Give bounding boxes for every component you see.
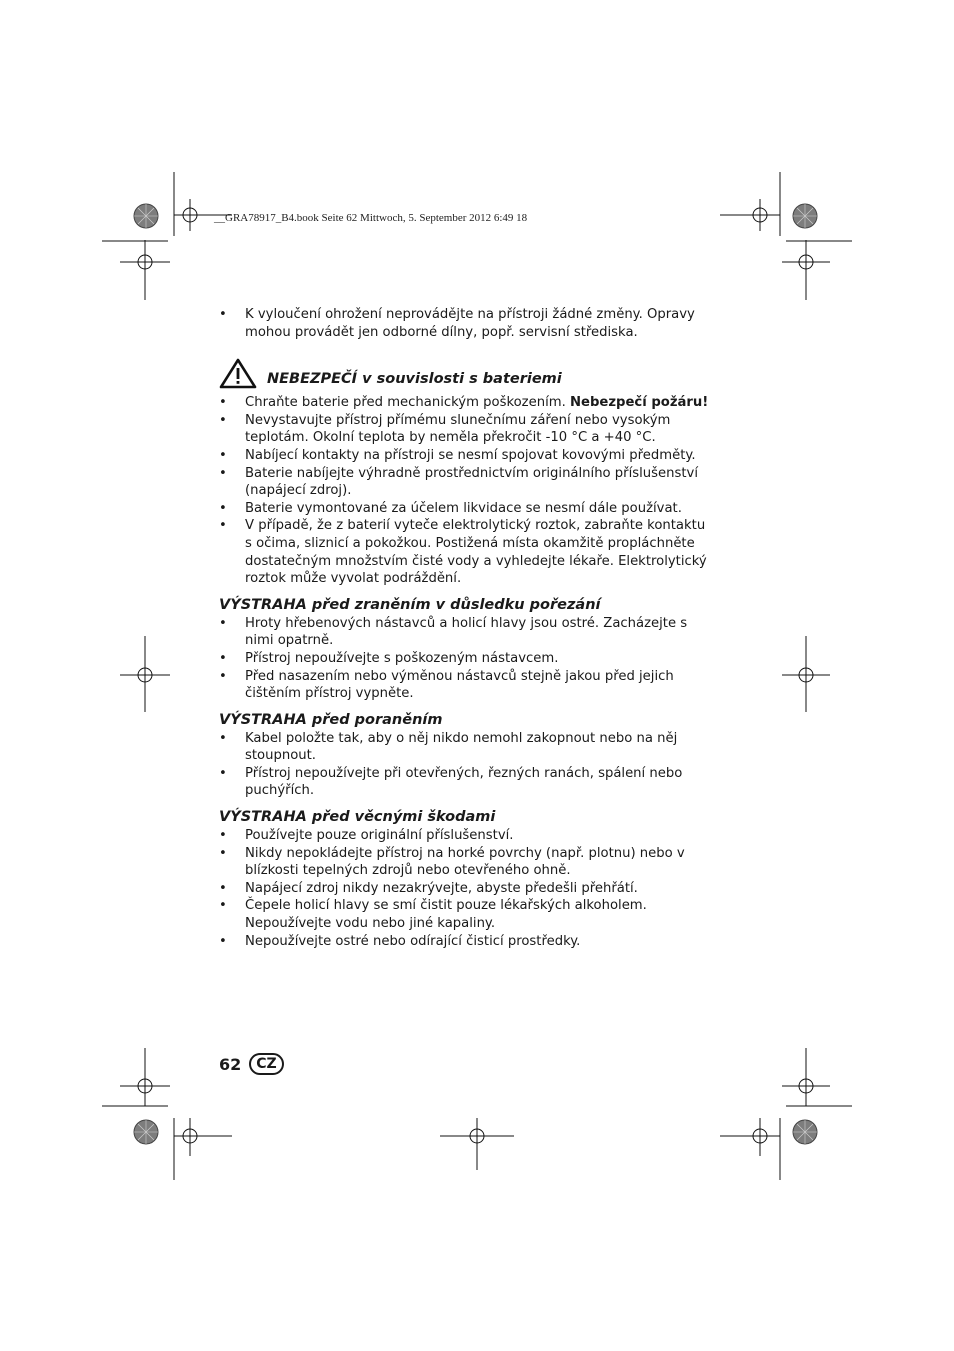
list-item-text: Kabel položte tak, aby o něj nikdo nemohl zakopnout nebo na něj stoupnout. [245,730,678,764]
bullet: • [219,730,227,746]
bullet: • [219,465,227,481]
bullet: • [219,880,227,896]
bullet: • [219,395,227,411]
page-number: 62 [219,1054,242,1074]
list-item [219,880,711,898]
list-item-text: Přístroj nepoužívejte s poškozeným nástavcem. [245,650,559,666]
list-item-text: Baterie vymontované za účelem likvidace se nesmí dále používat. [245,500,682,516]
list-item [219,730,711,765]
list-item-text: Čepele holicí hlavy se smí čistit pouze lékařských alkoholem. Nepoužívejte vodu nebo jiné kapaliny. [245,898,647,932]
list-item-text: Baterie nabíjejte výhradně prostřednictvím originálního příslušenství (napájecí zdroj). [245,465,699,499]
bullet: • [219,668,227,684]
list-item [219,465,711,500]
list-item [219,668,711,703]
list-item-text: Nabíjecí kontakty na přístroji se nesmí spojovat kovovými předměty. [245,447,696,463]
list-item-text: Nepoužívejte ostré nebo odírající čisticí prostředky. [245,933,581,949]
list-item [219,394,711,412]
bullet: • [219,765,227,781]
list-item-text: Hroty hřebenových nástavců a holicí hlavy jsou ostré. Zacházejte s nimi opatrně. [245,615,688,649]
bullet: • [219,447,227,463]
language-badge: CZ [249,1053,283,1075]
danger-title: NEBEZPEČÍ v souvislosti s bateriemi [267,371,562,388]
list-item [219,845,711,880]
damage-warning-title: VÝSTRAHA před věcnými škodami [219,809,496,826]
bullet: • [219,412,227,428]
list-item [219,500,711,518]
document-body [219,305,711,950]
list-item-text: Chraňte baterie před mechanickým poškozením. [245,395,570,411]
danger-heading [219,356,711,389]
bullet: • [219,650,227,666]
bullet: • [219,615,227,631]
list-item [219,933,711,951]
list-item-text: Napájecí zdroj nikdy nezakrývejte, abyste předešli přehřátí. [245,880,638,896]
injury-warning-title: VÝSTRAHA před poraněním [219,711,443,728]
bullet: • [219,500,227,516]
injury-warning-list [219,730,711,800]
cut-warning-list [219,615,711,703]
list-item [219,765,711,800]
bullet: • [219,518,227,534]
list-item [219,827,711,845]
list-item [219,412,711,447]
bullet: • [219,845,227,861]
bullet: • [219,828,227,844]
list-item-text: Nikdy nepokládejte přístroj na horké povrchy (např. plotnu) nebo v blízkosti tepelných zdrojů nebo otevřeného ohně. [245,845,685,879]
bullet: • [219,933,227,949]
list-item [219,650,711,668]
list-item-text: Používejte pouze originální příslušenství. [245,828,514,844]
cut-warning-title: VÝSTRAHA před zraněním v důsledku pořezání [219,596,601,613]
list-item-text: K vyloučení ohrožení neprovádějte na přístroji žádné změny. Opravy mohou provádět jen odborné dílny, popř. servisní střediska. [245,307,695,340]
list-item [219,447,711,465]
bullet: • [219,307,227,322]
bullet: • [219,898,227,914]
danger-list [219,394,711,588]
list-item-text: Před nasazením nebo výměnou nástavců stejně jakou před jejich čištěním přístroj vypněte. [245,668,674,702]
fire-hazard-emphasis: Nebezpečí požáru! [569,395,709,411]
list-item [219,306,711,341]
list-item-text: V případě, že z baterií vyteče elektrolytický roztok, zabraňte kontaktu s očima, sliznicí a pokožkou. Postižená místa okamžitě propláchněte dostatečným množstvím čisté vody a vyhledejte lékaře. Elektrolytický roztok může vyvolat podráždění. [245,518,707,587]
list-item-text: Přístroj nepoužívejte při otevřených, řezných ranách, spálení nebo puchýřích. [245,765,683,799]
list-item [219,897,711,932]
list-item [219,517,711,587]
list-item-text: Nevystavujte přístroj přímému slunečnímu záření nebo vysokým teplotám. Okolní teplota by neměla překročit -10 °C a +40 °C. [245,412,671,446]
list-item [219,615,711,650]
print-info-line: __GRA78917_B4.book Seite 62 Mittwoch, 5. September 2012 6:49 18 [214,212,528,224]
page-footer [219,1053,284,1075]
damage-warning-list [219,827,711,950]
warning-triangle-icon [219,358,257,389]
